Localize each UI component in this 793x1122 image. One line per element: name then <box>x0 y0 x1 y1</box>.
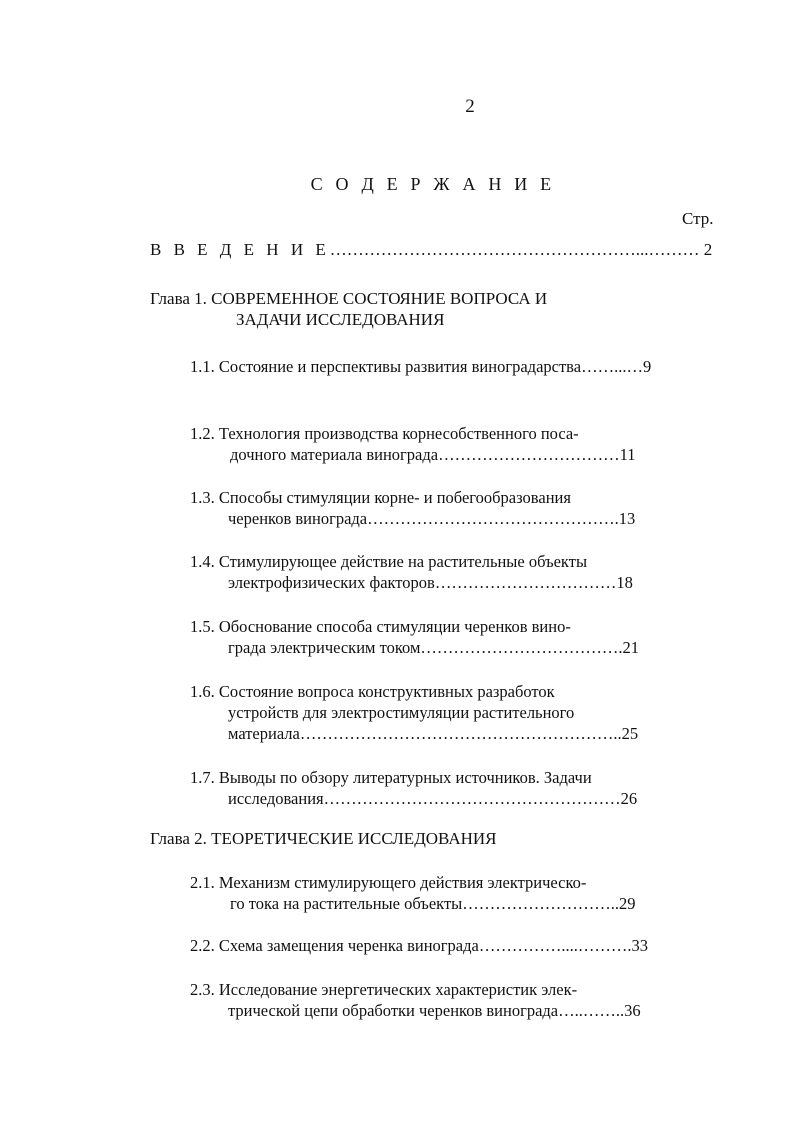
toc-entry-continuation: материала…………………………………………………..25 <box>228 724 639 743</box>
toc-entry-text: 1.2. Технология производства корнесобственного поса- <box>190 424 579 443</box>
toc-entry-text: 1.5. Обоснование способа стимуляции черенков вино- <box>190 617 571 636</box>
introduction-label: В В Е Д Е Н И Е <box>150 240 330 259</box>
page-number: 2 <box>465 96 475 117</box>
introduction-page: 2 <box>703 240 713 259</box>
toc-entry-1-6 <box>190 681 638 744</box>
toc-entry-text: 2.3. Исследование энергетических характеристик элек- <box>190 980 578 999</box>
chapter-heading-2 <box>150 828 497 849</box>
chapter-heading-1 <box>150 288 547 330</box>
toc-entry-text: 1.1. Состояние и перспективы развития виноградарства……...…9 <box>190 357 652 376</box>
toc-entry-continuation: града электрическим током……………………………….21 <box>228 638 640 657</box>
toc-entry-1-7 <box>190 767 637 809</box>
toc-title: С О Д Е Р Ж А Н И Е <box>310 174 556 194</box>
toc-entry-continuation: электрофизических факторов……………………………18 <box>228 573 633 592</box>
toc-entry-text: 2.2. Схема замещения черенка винограда……………....……….33 <box>190 936 648 955</box>
toc-entry-2-3 <box>190 979 641 1021</box>
toc-entry-text: 2.1. Механизм стимулирующего действия электрическо- <box>190 873 587 892</box>
toc-entry-1-3 <box>190 487 635 529</box>
toc-entry-2-1 <box>190 872 636 914</box>
toc-entry-text: 1.3. Способы стимуляции корне- и побегообразования <box>190 488 571 507</box>
toc-entry-continuation: устройств для электростимуляции растительного <box>228 703 575 722</box>
toc-entry-1-5 <box>190 616 639 658</box>
page-column-label: Стр. <box>682 209 714 228</box>
toc-entry-continuation: трической цепи обработки черенков винограда…..……..36 <box>228 1001 641 1020</box>
chapter-1-line-1: Глава 1. СОВРЕМЕННОЕ СОСТОЯНИЕ ВОПРОСА И <box>150 289 548 308</box>
toc-entry-text: 1.6. Состояние вопроса конструктивных разработок <box>190 682 555 701</box>
toc-entry-text: 1.4. Стимулирующее действие на растительные объекты <box>190 552 588 571</box>
toc-entry-1-2 <box>190 423 635 465</box>
toc-entry-2-2 <box>190 935 648 956</box>
toc-entry-introduction <box>150 239 712 260</box>
toc-entry-1-4 <box>190 551 633 593</box>
toc-entry-text: 1.7. Выводы по обзору литературных источников. Задачи <box>190 768 592 787</box>
chapter-1-line-2: ЗАДАЧИ ИССЛЕДОВАНИЯ <box>236 310 445 329</box>
toc-entry-continuation: исследования………………………………………………26 <box>228 789 638 808</box>
toc-entry-continuation: дочного материала винограда……………………………11 <box>230 445 636 464</box>
toc-entry-1-1 <box>190 356 651 377</box>
chapter-2-line-1: Глава 2. ТЕОРЕТИЧЕСКИЕ ИССЛЕДОВАНИЯ <box>150 829 497 848</box>
introduction-leader: ………………………………………………...……… <box>329 240 704 259</box>
toc-entry-continuation: черенков винограда……………………………………….13 <box>228 509 636 528</box>
toc-entry-continuation: го тока на растительные объекты………………………..29 <box>230 894 636 913</box>
